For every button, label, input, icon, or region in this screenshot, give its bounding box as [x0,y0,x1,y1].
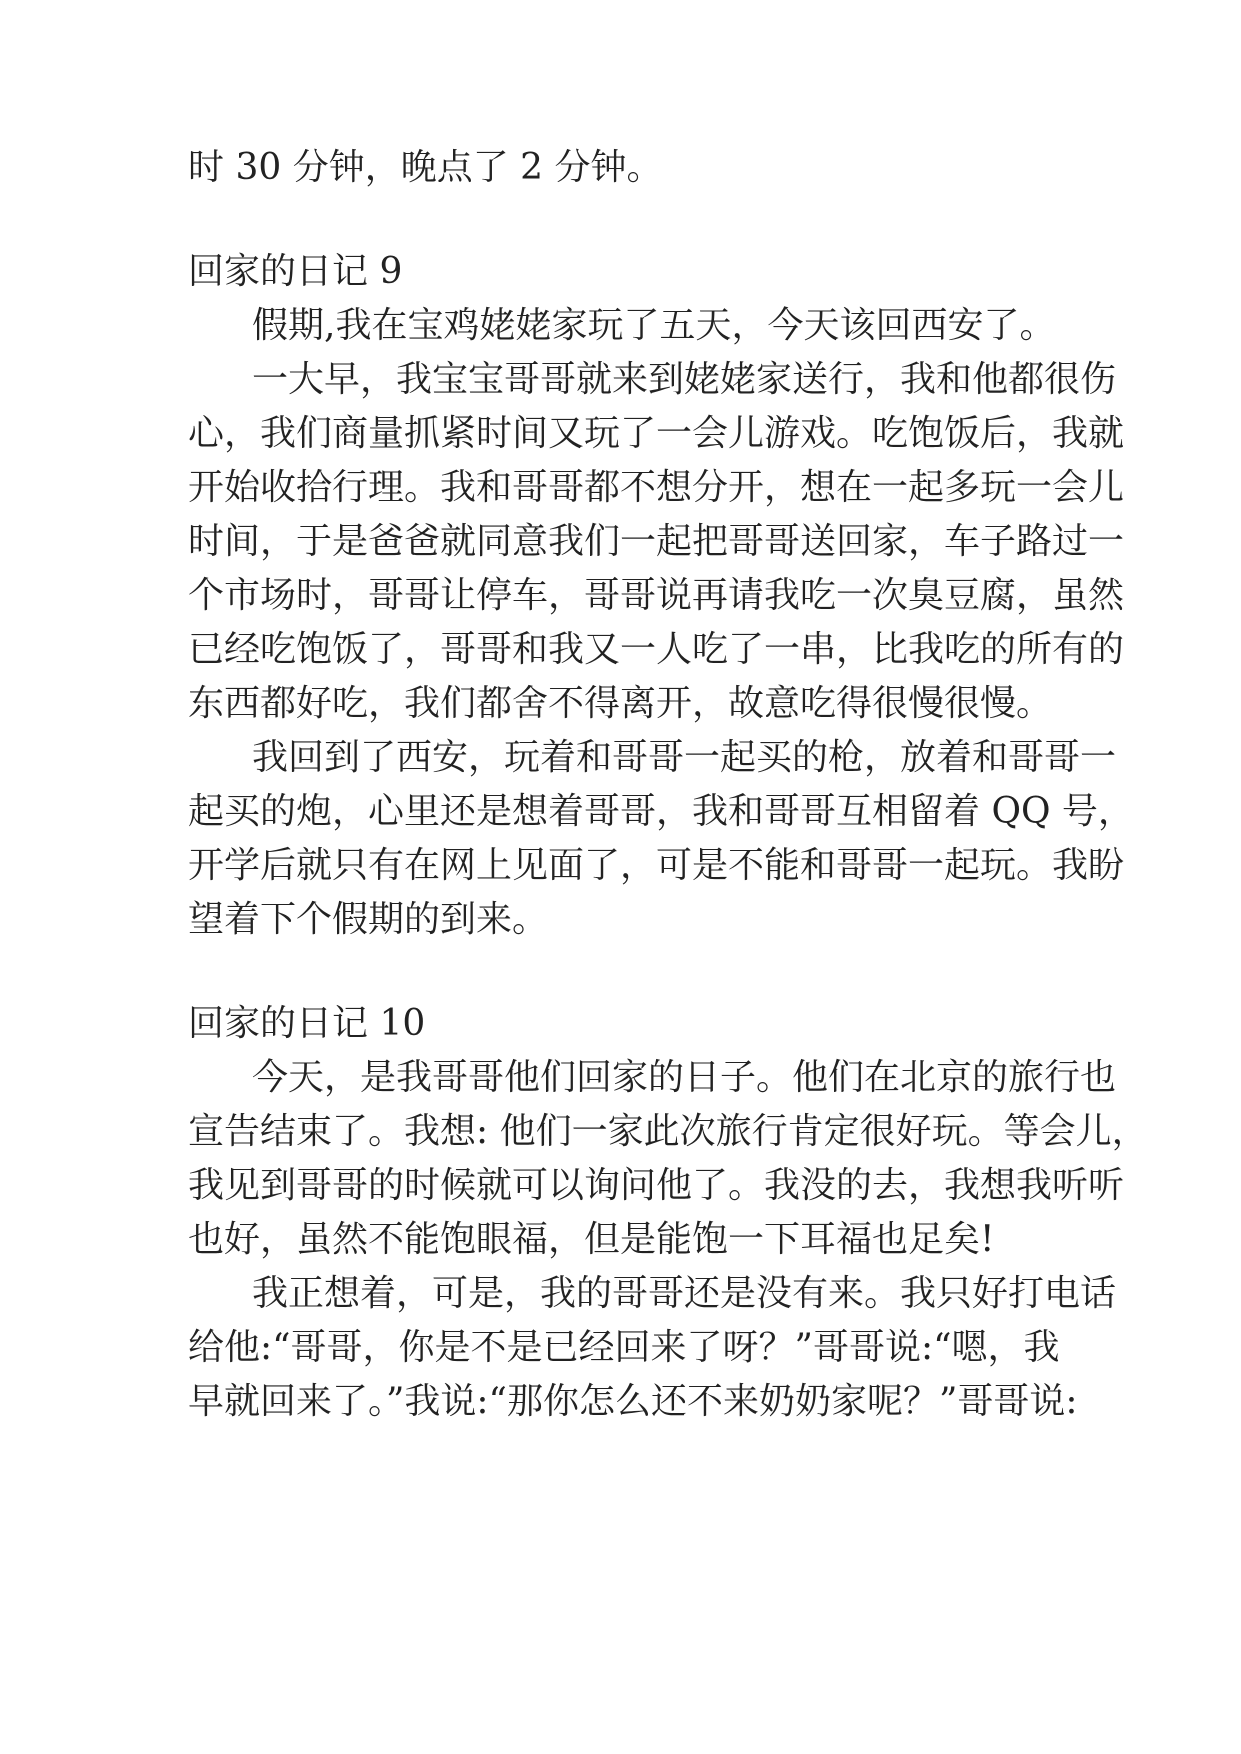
paragraph-line: 心，我们商量抓紧时间又玩了一会儿游戏。吃饱饭后，我就 [188,413,1125,454]
paragraph-line: 个市场时，哥哥让停车，哥哥说再请我吃一次臭豆腐，虽然 [188,575,1125,616]
paragraph-line: 我回到了西安，玩着和哥哥一起买的枪，放着和哥哥一 [252,737,1117,778]
paragraph-line: 开学后就只有在网上见面了，可是不能和哥哥一起玩。我盼 [188,845,1125,886]
paragraph-line: 开始收拾行理。我和哥哥都不想分开，想在一起多玩一会儿 [188,467,1125,508]
paragraph-line: 我正想着，可是，我的哥哥还是没有来。我只好打电话 [252,1273,1117,1314]
paragraph-line: 今天，是我哥哥他们回家的日子。他们在北京的旅行也 [252,1057,1117,1098]
paragraph-line: 早就回来了。”我说:“那你怎么还不来奶奶家呢？”哥哥说: [188,1381,1078,1422]
paragraph-line: 东西都好吃，我们都舍不得离开，故意吃得很慢很慢。 [188,683,1053,724]
paragraph-line: 给他:“哥哥，你是不是已经回来了呀？”哥哥说:“嗯，我 [188,1327,1060,1368]
paragraph-line: 一大早，我宝宝哥哥就来到姥姥家送行，我和他都很伤 [252,359,1117,400]
paragraph-line: 望着下个假期的到来。 [188,899,549,940]
section-title: 回家的日记 10 [188,1003,426,1044]
paragraph-line: 假期,我在宝鸡姥姥家玩了五天，今天该回西安了。 [252,305,1056,346]
paragraph-line: 时间，于是爸爸就同意我们一起把哥哥送回家，车子路过一 [188,521,1125,562]
section-title: 回家的日记 9 [188,251,403,292]
paragraph-line: 我见到哥哥的时候就可以询问他了。我没的去，我想我听听 [188,1165,1125,1206]
paragraph-line: 也好，虽然不能饱眼福，但是能饱一下耳福也足矣! [188,1219,995,1260]
continued-text-line: 时 30 分钟，晚点了 2 分钟。 [188,147,663,188]
paragraph-line: 已经吃饱饭了，哥哥和我又一人吃了一串，比我吃的所有的 [188,629,1125,670]
paragraph-line: 起买的炮，心里还是想着哥哥，我和哥哥互相留着 QQ 号， [188,791,1134,832]
paragraph-line: 宣告结束了。我想: 他们一家此次旅行肯定很好玩。等会儿， [188,1111,1148,1152]
